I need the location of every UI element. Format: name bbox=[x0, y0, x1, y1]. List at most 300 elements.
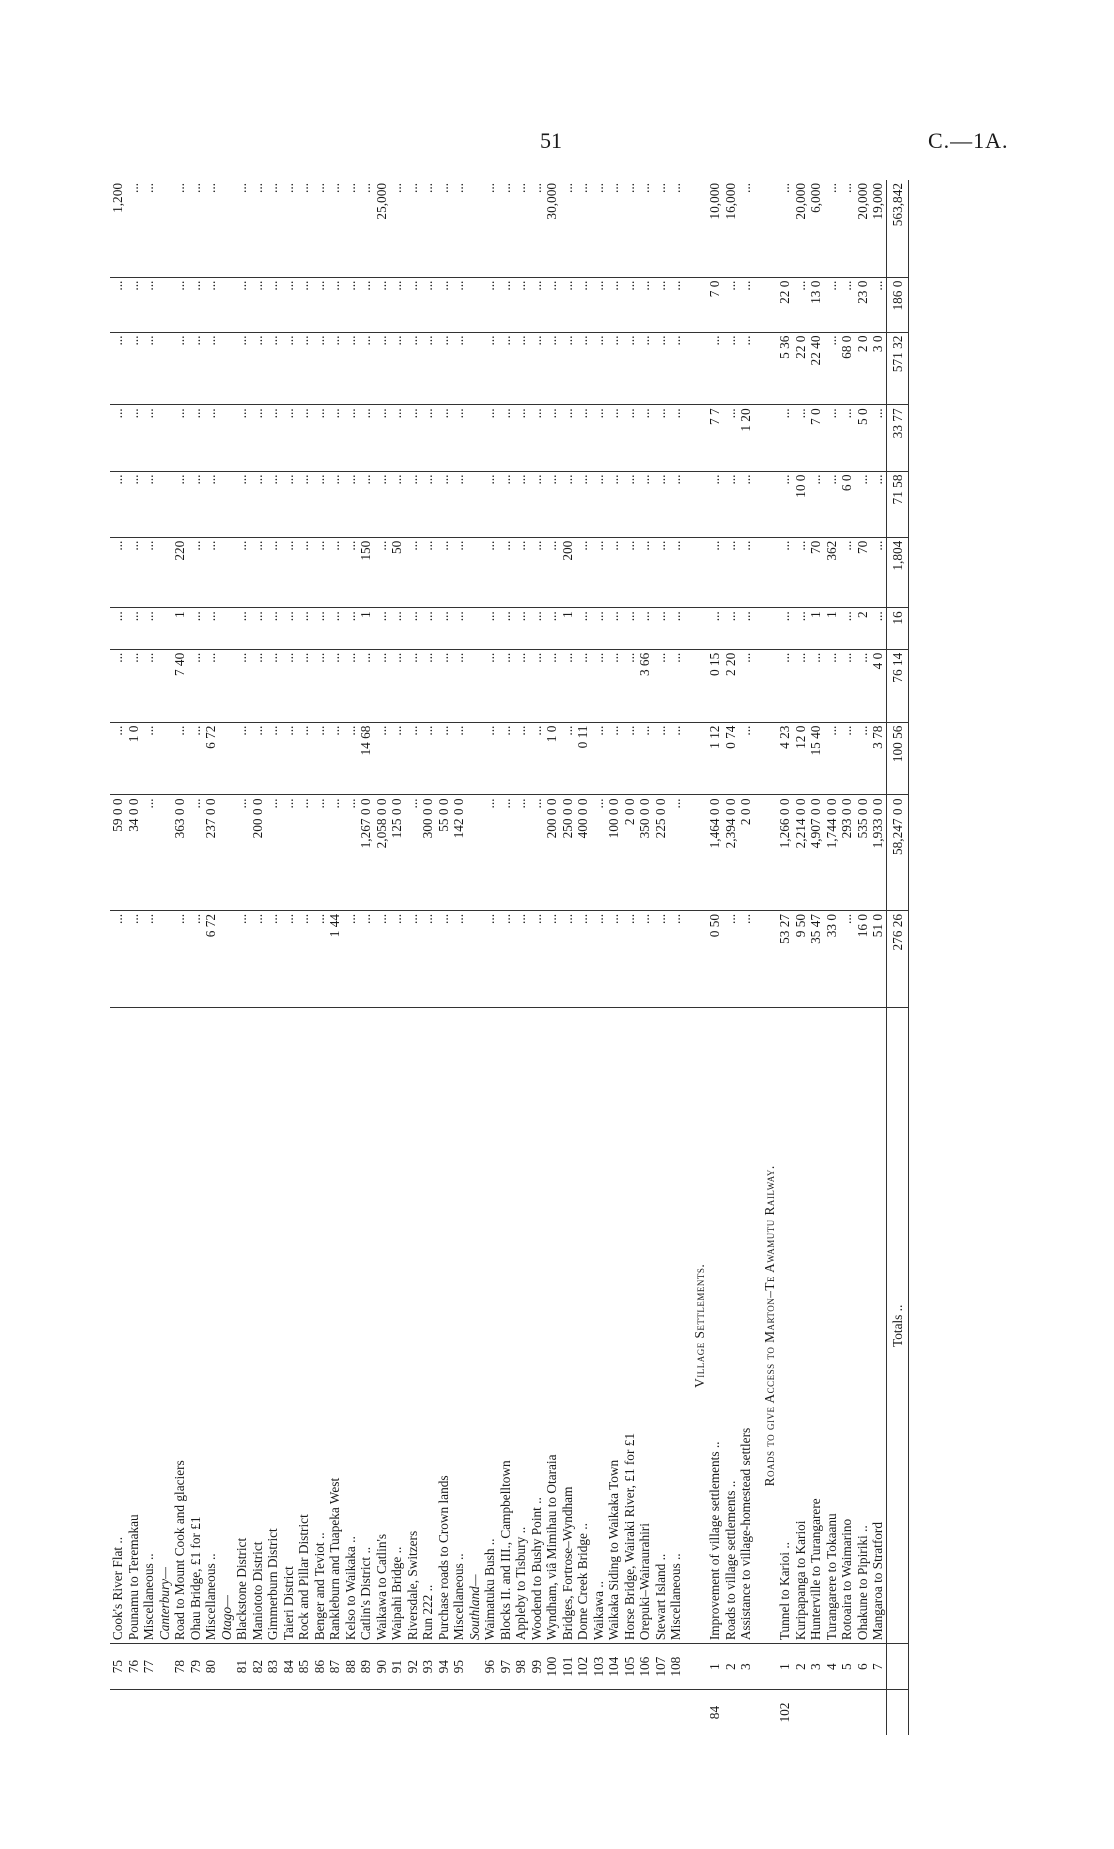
value-cell: ... bbox=[420, 277, 436, 332]
value-cell bbox=[219, 649, 235, 722]
value-cell: ... bbox=[250, 471, 266, 537]
value-cell: ... bbox=[110, 277, 126, 332]
value-cell bbox=[684, 277, 708, 332]
value-cell: ... bbox=[265, 277, 281, 332]
item-number: 2 bbox=[793, 1644, 809, 1690]
item-number: 90 bbox=[374, 1644, 390, 1690]
value-cell: ... bbox=[839, 537, 855, 608]
value-cell: ... bbox=[451, 405, 467, 471]
value-cell: ... bbox=[622, 722, 638, 795]
item-label: Maniototo District bbox=[250, 1008, 266, 1644]
table-row bbox=[219, 180, 235, 1735]
value-cell: ... bbox=[723, 405, 739, 471]
value-cell: ... bbox=[652, 183, 668, 193]
item-number: 1 bbox=[707, 1644, 723, 1690]
total-cell: 186 0 bbox=[886, 277, 909, 332]
value-cell: 100 0 0 bbox=[606, 795, 622, 910]
value-cell: ... bbox=[188, 537, 204, 608]
value-cell: ... bbox=[436, 608, 452, 649]
value-cell: ... bbox=[793, 277, 809, 332]
value-cell: ... bbox=[498, 537, 514, 608]
value-cell: 1 0 bbox=[126, 722, 142, 795]
value-cell: 16,000 bbox=[722, 183, 738, 220]
table-row bbox=[312, 180, 328, 1735]
value-cell: ... bbox=[281, 722, 297, 795]
value-cell: ... bbox=[560, 405, 576, 471]
value-cell: ... bbox=[591, 795, 607, 910]
value-cell: ... bbox=[188, 649, 204, 722]
item-label: Miscellaneous .. bbox=[451, 1008, 467, 1644]
table-row bbox=[855, 180, 871, 1735]
value-cell: 4,907 0 0 bbox=[808, 795, 824, 910]
vote-number bbox=[374, 1690, 390, 1735]
value-cell: 35 47 bbox=[808, 910, 824, 1008]
value-cell: ... bbox=[389, 910, 405, 1008]
value-cell: ... bbox=[653, 608, 669, 649]
table-row bbox=[265, 180, 281, 1735]
table-row bbox=[374, 180, 390, 1735]
value-cell: ... bbox=[513, 471, 529, 537]
value-cell: ... bbox=[544, 649, 560, 722]
value-cell: ... bbox=[606, 608, 622, 649]
value-cell: ... bbox=[738, 537, 754, 608]
value-cell: ... bbox=[777, 608, 793, 649]
value-cell bbox=[754, 649, 778, 722]
value-cell: ... bbox=[110, 608, 126, 649]
vote-number bbox=[451, 1690, 467, 1735]
vote-number bbox=[544, 1690, 560, 1735]
table-row bbox=[157, 180, 173, 1735]
vote-number bbox=[482, 1690, 498, 1735]
value-cell: ... bbox=[343, 332, 359, 405]
value-cell: 12 0 bbox=[793, 722, 809, 795]
value-cell: ... bbox=[265, 471, 281, 537]
item-label: Blackstone District bbox=[234, 1008, 250, 1644]
item-label: Southland— bbox=[467, 1008, 483, 1644]
vote-number bbox=[870, 1690, 886, 1735]
value-cell: ... bbox=[498, 471, 514, 537]
value-cell: ... bbox=[498, 277, 514, 332]
item-number: 107 bbox=[653, 1644, 669, 1690]
value-cell: ... bbox=[544, 910, 560, 1008]
value-cell: ... bbox=[420, 649, 436, 722]
value-cell: ... bbox=[405, 795, 421, 910]
value-cell: ... bbox=[793, 405, 809, 471]
item-number: 93 bbox=[420, 1644, 436, 1690]
value-cell: ... bbox=[436, 332, 452, 405]
value-cell: ... bbox=[622, 471, 638, 537]
value-cell: ... bbox=[653, 910, 669, 1008]
value-cell: ... bbox=[435, 183, 451, 193]
table-row bbox=[668, 180, 684, 1735]
value-cell: ... bbox=[513, 910, 529, 1008]
value-cell: ... bbox=[141, 332, 157, 405]
value-cell bbox=[754, 405, 778, 471]
value-cell: 22 0 bbox=[793, 332, 809, 405]
value-cell: ... bbox=[327, 795, 343, 910]
value-cell bbox=[219, 332, 235, 405]
value-cell bbox=[157, 405, 173, 471]
value-cell bbox=[157, 537, 173, 608]
value-cell: ... bbox=[312, 795, 328, 910]
item-number: 91 bbox=[389, 1644, 405, 1690]
value-cell: 0 74 bbox=[723, 722, 739, 795]
value-cell: ... bbox=[513, 277, 529, 332]
value-cell: 5 36 bbox=[777, 332, 793, 405]
value-cell: ... bbox=[575, 649, 591, 722]
value-cell bbox=[684, 649, 708, 722]
vote-number bbox=[281, 1690, 297, 1735]
value-cell: ... bbox=[420, 405, 436, 471]
value-cell bbox=[754, 332, 778, 405]
vote-number bbox=[855, 1690, 871, 1735]
value-cell: ... bbox=[560, 277, 576, 332]
value-cell: ... bbox=[172, 183, 187, 193]
value-cell: ... bbox=[280, 183, 296, 193]
table-row bbox=[529, 180, 545, 1735]
value-cell: ... bbox=[482, 405, 498, 471]
value-cell: ... bbox=[312, 537, 328, 608]
item-number: 7 bbox=[870, 1644, 886, 1690]
value-cell: ... bbox=[575, 405, 591, 471]
value-cell: 7 40 bbox=[172, 649, 188, 722]
value-cell: 7 7 bbox=[707, 405, 723, 471]
value-cell: ... bbox=[451, 910, 467, 1008]
vote-number bbox=[808, 1690, 824, 1735]
value-cell: ... bbox=[389, 332, 405, 405]
value-cell bbox=[157, 608, 173, 649]
value-cell: ... bbox=[374, 332, 390, 405]
value-cell: ... bbox=[839, 405, 855, 471]
value-cell: ... bbox=[544, 608, 560, 649]
value-cell: ... bbox=[358, 471, 374, 537]
value-cell: ... bbox=[637, 332, 653, 405]
value-cell: ... bbox=[389, 649, 405, 722]
value-cell: ... bbox=[591, 332, 607, 405]
table-row bbox=[839, 180, 855, 1735]
value-cell: ... bbox=[374, 722, 390, 795]
table-row bbox=[707, 180, 723, 1735]
vote-number bbox=[250, 1690, 266, 1735]
value-cell: ... bbox=[405, 722, 421, 795]
vote-number bbox=[560, 1690, 576, 1735]
vote-number bbox=[343, 1690, 359, 1735]
value-cell: ... bbox=[870, 277, 886, 332]
value-cell bbox=[684, 180, 708, 277]
table-row bbox=[513, 180, 529, 1735]
value-cell: ... bbox=[590, 183, 606, 193]
value-cell: ... bbox=[343, 537, 359, 608]
value-cell: ... bbox=[389, 277, 405, 332]
value-cell: 1,266 0 0 bbox=[777, 795, 793, 910]
vote-number bbox=[529, 1690, 545, 1735]
value-cell: ... bbox=[637, 471, 653, 537]
vote-number bbox=[312, 1690, 328, 1735]
value-cell: 6 72 bbox=[203, 910, 219, 1008]
value-cell: ... bbox=[141, 722, 157, 795]
item-number: 98 bbox=[513, 1644, 529, 1690]
value-cell: ... bbox=[513, 722, 529, 795]
value-cell: ... bbox=[405, 277, 421, 332]
value-cell: ... bbox=[343, 608, 359, 649]
item-number: 4 bbox=[824, 1644, 840, 1690]
value-cell: 30,000 bbox=[544, 183, 559, 220]
value-cell: ... bbox=[855, 471, 871, 537]
value-cell: ... bbox=[529, 795, 545, 910]
table-row bbox=[172, 180, 188, 1735]
value-cell bbox=[684, 537, 708, 608]
value-cell: ... bbox=[265, 405, 281, 471]
item-number: 103 bbox=[591, 1644, 607, 1690]
value-cell: ... bbox=[777, 649, 793, 722]
item-number bbox=[157, 1644, 173, 1690]
item-number: 92 bbox=[405, 1644, 421, 1690]
value-cell: 237 0 0 bbox=[203, 795, 219, 910]
value-cell: ... bbox=[436, 722, 452, 795]
value-cell: ... bbox=[777, 183, 792, 193]
value-cell: ... bbox=[312, 910, 328, 1008]
value-cell: ... bbox=[793, 649, 809, 722]
item-label: Taieri District bbox=[281, 1008, 297, 1644]
value-cell: ... bbox=[172, 332, 188, 405]
item-label: Riversdale, Switzers bbox=[405, 1008, 421, 1644]
value-cell: ... bbox=[126, 332, 142, 405]
value-cell: ... bbox=[250, 277, 266, 332]
value-cell: ... bbox=[265, 332, 281, 405]
table-row bbox=[622, 180, 638, 1735]
value-cell: 1 bbox=[172, 608, 188, 649]
value-cell: 150 bbox=[358, 537, 374, 608]
value-cell: ... bbox=[312, 649, 328, 722]
value-cell bbox=[467, 537, 483, 608]
item-number bbox=[219, 1644, 235, 1690]
table-row bbox=[436, 180, 452, 1735]
value-cell: ... bbox=[126, 608, 142, 649]
value-cell: ... bbox=[281, 910, 297, 1008]
value-cell: ... bbox=[188, 277, 204, 332]
vote-number: 102 bbox=[777, 1690, 793, 1735]
value-cell: ... bbox=[296, 795, 312, 910]
value-cell: ... bbox=[141, 471, 157, 537]
table-row bbox=[498, 180, 514, 1735]
value-cell: ... bbox=[738, 608, 754, 649]
value-cell bbox=[467, 910, 483, 1008]
value-cell: ... bbox=[374, 405, 390, 471]
value-cell: ... bbox=[327, 608, 343, 649]
value-cell: 7 0 bbox=[808, 405, 824, 471]
value-cell: ... bbox=[234, 649, 250, 722]
value-cell: ... bbox=[482, 608, 498, 649]
value-cell bbox=[467, 722, 483, 795]
item-label: Blocks II. and III., Campbelltown bbox=[498, 1008, 514, 1644]
total-cell: 33 77 bbox=[886, 405, 909, 471]
value-cell: ... bbox=[668, 537, 684, 608]
item-label: Horse Bridge, Wairaki River, £1 for £1 bbox=[622, 1008, 638, 1644]
item-number: 94 bbox=[436, 1644, 452, 1690]
value-cell bbox=[219, 471, 235, 537]
value-cell: ... bbox=[529, 277, 545, 332]
table-row bbox=[738, 180, 754, 1735]
item-label: Miscellaneous .. bbox=[141, 1008, 157, 1644]
value-cell: 55 0 0 bbox=[436, 795, 452, 910]
value-cell bbox=[754, 910, 778, 1008]
value-cell: ... bbox=[172, 471, 188, 537]
item-label: Canterbury— bbox=[157, 1008, 173, 1644]
item-number: 100 bbox=[544, 1644, 560, 1690]
value-cell bbox=[219, 277, 235, 332]
value-cell: ... bbox=[141, 608, 157, 649]
table-row bbox=[451, 180, 467, 1735]
value-cell bbox=[467, 332, 483, 405]
value-cell: 1 0 bbox=[544, 722, 560, 795]
value-cell: ... bbox=[591, 649, 607, 722]
value-cell: ... bbox=[777, 471, 793, 537]
vote-number bbox=[358, 1690, 374, 1735]
vote-number bbox=[141, 1690, 157, 1735]
value-cell: ... bbox=[203, 277, 219, 332]
value-cell: 200 bbox=[560, 537, 576, 608]
value-cell: ... bbox=[575, 471, 591, 537]
value-cell: 10,000 bbox=[707, 183, 722, 220]
value-cell: ... bbox=[575, 910, 591, 1008]
table-row bbox=[870, 180, 886, 1735]
item-number: 81 bbox=[234, 1644, 250, 1690]
total-cell: 563,842 bbox=[886, 180, 909, 277]
value-cell: 3 78 bbox=[870, 722, 886, 795]
value-cell: ... bbox=[281, 277, 297, 332]
value-cell: ... bbox=[513, 332, 529, 405]
value-cell: ... bbox=[296, 471, 312, 537]
value-cell bbox=[219, 405, 235, 471]
value-cell: ... bbox=[668, 795, 684, 910]
value-cell: ... bbox=[707, 537, 723, 608]
table-row bbox=[684, 180, 708, 1735]
item-label: Roads to village settlements .. bbox=[723, 1008, 739, 1644]
value-cell: 6 0 bbox=[839, 471, 855, 537]
value-cell: ... bbox=[234, 795, 250, 910]
vote-number bbox=[219, 1690, 235, 1735]
value-cell: ... bbox=[668, 649, 684, 722]
value-cell: ... bbox=[498, 332, 514, 405]
value-cell: ... bbox=[126, 649, 142, 722]
value-cell: ... bbox=[265, 910, 281, 1008]
value-cell: ... bbox=[188, 471, 204, 537]
value-cell: ... bbox=[707, 471, 723, 537]
item-label: Stewart Island .. bbox=[653, 1008, 669, 1644]
vote-number bbox=[513, 1690, 529, 1735]
value-cell: ... bbox=[606, 183, 621, 193]
value-cell: ... bbox=[405, 649, 421, 722]
value-cell: ... bbox=[327, 471, 343, 537]
value-cell: ... bbox=[723, 277, 739, 332]
vote-number bbox=[157, 1690, 173, 1735]
item-label: Turangarere to Tokaanu bbox=[824, 1008, 840, 1644]
value-cell bbox=[157, 795, 173, 910]
value-cell: 2 20 bbox=[723, 649, 739, 722]
ledger-body bbox=[110, 180, 909, 1735]
vote-number bbox=[203, 1690, 219, 1735]
value-cell: ... bbox=[265, 722, 281, 795]
value-cell: ... bbox=[529, 649, 545, 722]
value-cell: ... bbox=[560, 649, 576, 722]
value-cell: 293 0 0 bbox=[839, 795, 855, 910]
value-cell: ... bbox=[405, 537, 421, 608]
value-cell: ... bbox=[110, 649, 126, 722]
item-label: Otago— bbox=[219, 1008, 235, 1644]
value-cell: 4 0 bbox=[870, 649, 886, 722]
value-cell: 25,000 bbox=[373, 183, 389, 220]
value-cell: 200 0 0 bbox=[544, 795, 560, 910]
value-cell bbox=[219, 910, 235, 1008]
value-cell: ... bbox=[436, 405, 452, 471]
value-cell: ... bbox=[141, 537, 157, 608]
table-row bbox=[126, 180, 142, 1735]
value-cell: ... bbox=[203, 608, 219, 649]
value-cell: ... bbox=[312, 608, 328, 649]
value-cell: ... bbox=[265, 537, 281, 608]
item-number: 3 bbox=[808, 1644, 824, 1690]
item-label: Cook's River Flat .. bbox=[110, 1008, 126, 1644]
item-number: 85 bbox=[296, 1644, 312, 1690]
value-cell: ... bbox=[110, 722, 126, 795]
value-cell: ... bbox=[622, 649, 638, 722]
value-cell: ... bbox=[637, 405, 653, 471]
value-cell: ... bbox=[668, 405, 684, 471]
item-label: Rock and Pillar District bbox=[296, 1008, 312, 1644]
value-cell: 1 44 bbox=[327, 910, 343, 1008]
value-cell: 15 40 bbox=[808, 722, 824, 795]
item-number: 75 bbox=[110, 1644, 126, 1690]
value-cell: ... bbox=[591, 405, 607, 471]
value-cell: 70 bbox=[808, 537, 824, 608]
value-cell: ... bbox=[559, 183, 575, 193]
item-number: 6 bbox=[855, 1644, 871, 1690]
page-number: 51 bbox=[540, 128, 562, 153]
rotated-table bbox=[110, 180, 990, 1735]
value-cell: ... bbox=[249, 183, 265, 193]
value-cell: ... bbox=[327, 405, 343, 471]
value-cell: ... bbox=[824, 332, 840, 405]
value-cell: ... bbox=[482, 649, 498, 722]
item-number: 80 bbox=[203, 1644, 219, 1690]
item-number: 105 bbox=[622, 1644, 638, 1690]
value-cell: ... bbox=[498, 649, 514, 722]
value-cell: 5 0 bbox=[855, 405, 871, 471]
value-cell: ... bbox=[281, 332, 297, 405]
value-cell: ... bbox=[591, 608, 607, 649]
table-row bbox=[188, 180, 204, 1735]
section-heading: Village Settlements. bbox=[684, 1008, 708, 1644]
value-cell bbox=[684, 405, 708, 471]
value-cell: ... bbox=[606, 910, 622, 1008]
value-cell: 1,267 0 0 bbox=[358, 795, 374, 910]
item-number: 83 bbox=[265, 1644, 281, 1690]
vote-number bbox=[188, 1690, 204, 1735]
item-number: 106 bbox=[637, 1644, 653, 1690]
value-cell bbox=[157, 332, 173, 405]
value-cell bbox=[467, 180, 483, 277]
value-cell: 10 0 bbox=[793, 471, 809, 537]
value-cell: ... bbox=[723, 910, 739, 1008]
value-cell: ... bbox=[389, 471, 405, 537]
value-cell: ... bbox=[436, 277, 452, 332]
value-cell: ... bbox=[668, 910, 684, 1008]
value-cell: ... bbox=[498, 405, 514, 471]
item-label: Pounamu to Teremakau bbox=[126, 1008, 142, 1644]
value-cell: ... bbox=[653, 649, 669, 722]
item-number: 88 bbox=[343, 1644, 359, 1690]
item-number: 1 bbox=[777, 1644, 793, 1690]
